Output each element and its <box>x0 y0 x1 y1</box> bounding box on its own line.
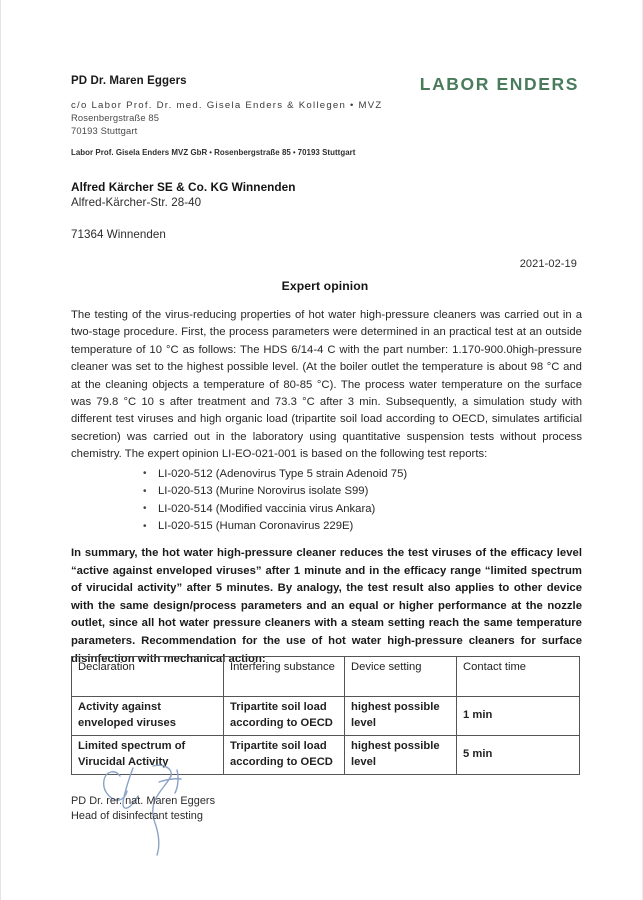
cell-declaration: Activity against enveloped viruses <box>72 697 224 736</box>
results-table-wrapper <box>71 656 579 775</box>
sender-street: Rosenbergstraße 85 <box>71 112 160 123</box>
list-item: • LI-020-512 (Adenovirus Type 5 strain Adenoid 75) <box>143 466 582 484</box>
return-address-line <box>71 148 579 157</box>
recipient-address-block <box>71 179 491 243</box>
intro-paragraph: The testing of the virus-reducing properties of hot water high-pressure cleaners was carried out in a two-stage procedure. First, the process parameters were determined in an practical test at an outside temperature of 10 °C as follows: The HDS 6/14-4 C with the part number: 1.170-900.0high-pressure cleaner was set to the highest possible level. (At the boiler outlet the temperature is about 98 °C and at the cleaning objects a temperature of 80-85 °C). The process water temperature on the surface was 79.8 °C 10 s after treatment and 73.3 °C after 3 min. Subsequently, a simulation study with different test viruses and high organic load (tripartite soil load according to OECD, simulates artificial secretion) was carried out in the laboratory using quantitative suspension tests without process chemistry. The expert opinion LI-EO-021-001 is based on the following test reports: <box>71 309 582 461</box>
cell-contact-time: 5 min <box>457 736 580 775</box>
recipient-city: 71364 Winnenden <box>71 228 166 241</box>
signature-block <box>71 762 401 862</box>
summary-paragraph: In summary, the hot water high-pressure cleaner reduces the test viruses of the efficacy level “active against enveloped viruses” after 1 minute and in the efficacy range “limited spectrum of virucidal activity” after 5 minutes. By analogy, the test result also applies to other device with the same design/process parameters and an equal or higher performance at the nozzle outlet, since all hot water pressure cleaners with a steam setting reach the same temperature parameters. Recommendation for the use of hot water high-pressure cleaners for surface disinfection with mechanical action: <box>71 547 582 665</box>
cell-device-setting: highest possible level <box>345 736 457 775</box>
cell-interfering-substance: Tripartite soil load according to OECD <box>224 736 345 775</box>
sender-affiliation: c/o Labor Prof. Dr. med. Gisela Enders & Kollegen • MVZ <box>71 100 383 111</box>
document-body <box>71 307 582 668</box>
return-company: Labor Prof. Gisela Enders MVZ GbR <box>71 148 208 157</box>
cell-declaration: Limited spectrum of Virucidal Activity <box>72 736 224 775</box>
page-title: Expert opinion <box>281 279 369 293</box>
list-item: • LI-020-515 (Human Coronavirus 229E) <box>143 518 582 536</box>
column-header-contact-time: Contact time <box>457 657 580 697</box>
return-city: 70193 Stuttgart <box>297 148 356 157</box>
document-date: 2021-02-19 <box>519 258 577 270</box>
sender-name: PD Dr. Maren Eggers <box>71 75 187 87</box>
cell-device-setting: highest possible level <box>345 697 457 736</box>
letterhead <box>71 74 579 137</box>
cell-contact-time: 1 min <box>457 697 580 736</box>
signatory-name: PD Dr. rer. nat. Maren Eggers <box>71 795 216 807</box>
test-reports-list <box>71 466 582 536</box>
return-separator-1: • <box>209 148 213 157</box>
recipient-name: Alfred Kärcher SE & Co. KG Winnenden <box>71 180 296 194</box>
labor-enders-logo: LABOR ENDERS <box>419 74 579 94</box>
return-street: Rosenbergstraße 85 <box>214 148 291 157</box>
list-item: • LI-020-513 (Murine Norovirus isolate S99) <box>143 483 582 501</box>
column-header-device-setting: Device setting <box>345 657 457 697</box>
return-separator-2: • <box>292 148 296 157</box>
table-row <box>72 697 580 736</box>
recipient-street: Alfred-Kärcher-Str. 28-40 <box>71 196 202 209</box>
column-header-declaration: Declaration <box>72 657 224 697</box>
sender-address-block <box>71 74 383 137</box>
results-table <box>71 656 580 775</box>
table-header-row <box>72 657 580 697</box>
sender-city: 70193 Stuttgart <box>71 124 138 136</box>
signatory-role: Head of disinfectant testing <box>71 809 203 822</box>
column-header-interfering-substance: Interfering substance <box>224 657 345 697</box>
cell-interfering-substance: Tripartite soil load according to OECD <box>224 697 345 736</box>
list-item: • LI-020-514 (Modified vaccinia virus Ankara) <box>143 501 582 519</box>
